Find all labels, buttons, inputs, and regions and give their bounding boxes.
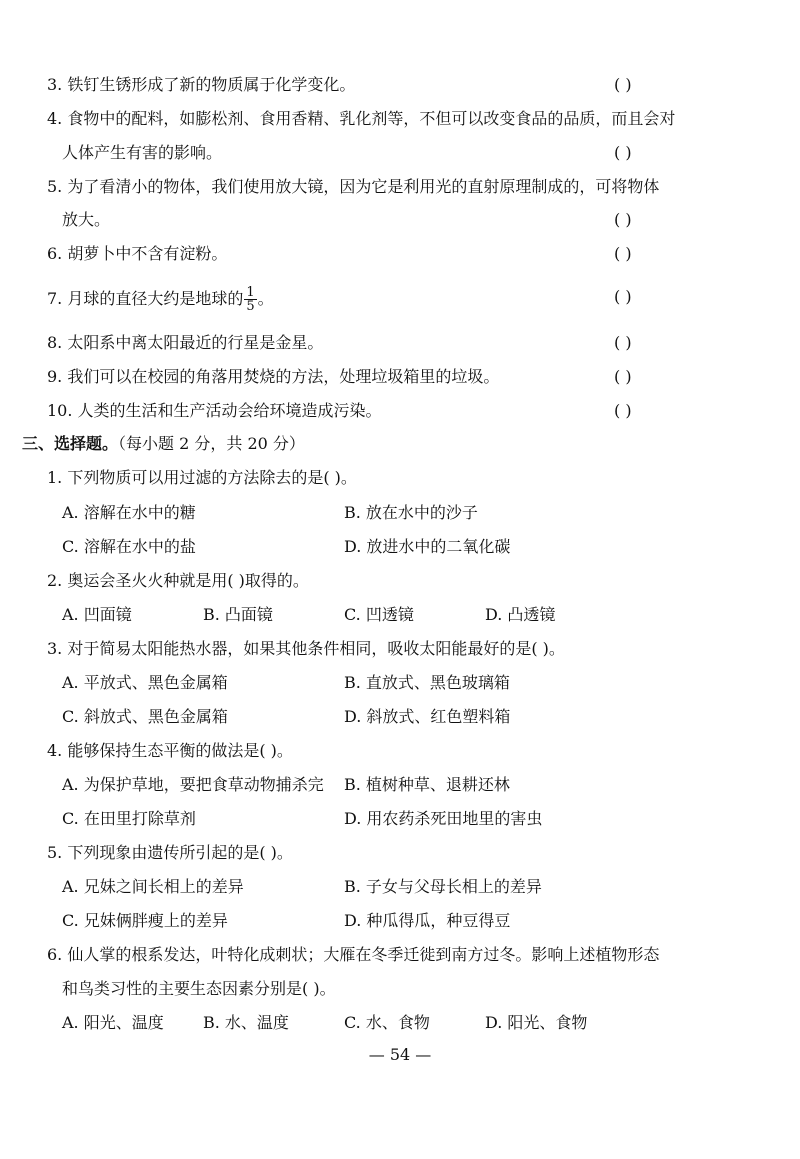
section-heading [22, 433, 305, 455]
mc-option-3c[interactable]: C. 斜放式、黑色金属箱 [62, 707, 228, 726]
mc-question-6-line1: 6. 仙人掌的根系发达，叶特化成刺状；大雁在冬季迁徙到南方过冬。影响上述植物形态 [47, 945, 660, 964]
tf-question-3: 3. 铁钉生锈形成了新的物质属于化学变化。 [47, 75, 356, 94]
tf-question-6: 6. 胡萝卜中不含有淀粉。 [47, 244, 228, 263]
mc-option-2b[interactable]: B. 凸面镜 [203, 605, 273, 624]
mc-question-5: 5. 下列现象由遗传所引起的是( )。 [47, 843, 293, 862]
tf-answer-blank-6[interactable]: ( ) [614, 244, 632, 263]
tf-question-5-line1: 5. 为了看清小的物体，我们使用放大镜，因为它是利用光的直射原理制成的，可将物体 [47, 177, 660, 196]
mc-option-1a[interactable]: A. 溶解在水中的糖 [62, 503, 196, 522]
tf-question-5-line2: 放大。 [62, 210, 111, 229]
mc-option-5a[interactable]: A. 兄妹之间长相上的差异 [62, 877, 244, 896]
mc-question-1: 1. 下列物质可以用过滤的方法除去的是( )。 [47, 468, 357, 487]
mc-option-2a[interactable]: A. 凹面镜 [62, 605, 132, 624]
mc-option-1d[interactable]: D. 放进水中的二氧化碳 [344, 537, 511, 556]
tf-question-7 [47, 286, 274, 313]
page-number: — 54 — [368, 1045, 432, 1064]
tf-question-10: 10. 人类的生活和生产活动会给环境造成污染。 [47, 401, 382, 420]
fraction-one-fifth [244, 286, 256, 313]
tf-answer-blank-4[interactable]: ( ) [614, 143, 632, 162]
mc-option-5d[interactable]: D. 种瓜得瓜，种豆得豆 [344, 911, 511, 930]
tf-answer-blank-3[interactable]: ( ) [614, 75, 632, 94]
mc-option-4d[interactable]: D. 用农药杀死田地里的害虫 [344, 809, 543, 828]
mc-question-6-line2: 和鸟类习性的主要生态因素分别是( )。 [62, 979, 336, 998]
mc-option-1c[interactable]: C. 溶解在水中的盐 [62, 537, 196, 556]
mc-option-3b[interactable]: B. 直放式、黑色玻璃箱 [344, 673, 510, 692]
mc-option-5b[interactable]: B. 子女与父母长相上的差异 [344, 877, 542, 896]
tf-question-7-end: 。 [257, 289, 274, 308]
mc-question-2: 2. 奥运会圣火火种就是用( )取得的。 [47, 571, 309, 590]
tf-answer-blank-7[interactable]: ( ) [614, 287, 632, 306]
mc-question-4: 4. 能够保持生态平衡的做法是( )。 [47, 741, 293, 760]
tf-question-9: 9. 我们可以在校园的角落用焚烧的方法，处理垃圾箱里的垃圾。 [47, 367, 500, 386]
tf-question-8: 8. 太阳系中离太阳最近的行星是金星。 [47, 333, 324, 352]
tf-answer-blank-9[interactable]: ( ) [614, 367, 632, 386]
mc-option-2c[interactable]: C. 凹透镜 [344, 605, 414, 624]
mc-option-5c[interactable]: C. 兄妹俩胖瘦上的差异 [62, 911, 228, 930]
mc-option-3a[interactable]: A. 平放式、黑色金属箱 [62, 673, 228, 692]
tf-answer-blank-8[interactable]: ( ) [614, 333, 632, 352]
mc-option-4c[interactable]: C. 在田里打除草剂 [62, 809, 196, 828]
mc-option-6c[interactable]: C. 水、食物 [344, 1013, 430, 1032]
mc-option-2d[interactable]: D. 凸透镜 [485, 605, 556, 624]
mc-option-4b[interactable]: B. 植树种草、退耕还林 [344, 775, 510, 794]
tf-question-7-text: 7. 月球的直径大约是地球的 [47, 289, 244, 308]
section-title: 三、选择题。 [22, 434, 119, 453]
mc-option-3d[interactable]: D. 斜放式、红色塑料箱 [344, 707, 511, 726]
mc-question-3: 3. 对于简易太阳能热水器，如果其他条件相同，吸收太阳能最好的是( )。 [47, 639, 565, 658]
tf-answer-blank-5[interactable]: ( ) [614, 210, 632, 229]
mc-option-1b[interactable]: B. 放在水中的沙子 [344, 503, 478, 522]
section-note: （每小题 2 分，共 20 分） [118, 434, 305, 453]
mc-option-6b[interactable]: B. 水、温度 [203, 1013, 289, 1032]
fraction-denominator: 5 [246, 299, 255, 314]
mc-option-4a[interactable]: A. 为保护草地，要把食草动物捕杀完 [62, 775, 324, 794]
tf-question-4-line1: 4. 食物中的配料，如膨松剂、食用香精、乳化剂等，不但可以改变食品的品质，而且会对 [47, 109, 676, 128]
mc-option-6a[interactable]: A. 阳光、温度 [62, 1013, 164, 1032]
tf-question-4-line2: 人体产生有害的影响。 [62, 143, 223, 162]
mc-option-6d[interactable]: D. 阳光、食物 [485, 1013, 588, 1032]
fraction-numerator: 1 [246, 285, 255, 300]
tf-answer-blank-10[interactable]: ( ) [614, 401, 632, 420]
